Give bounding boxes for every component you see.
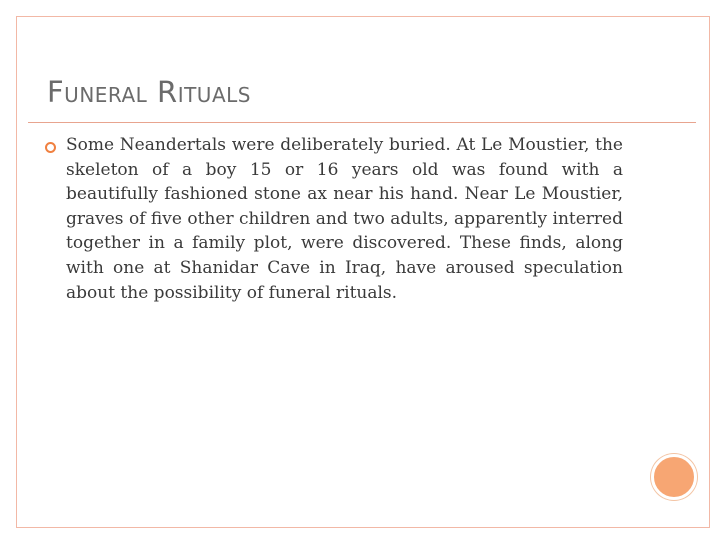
- slide-title: Funeral Rituals: [47, 75, 251, 109]
- ring-bullet-icon: [45, 142, 56, 153]
- title-divider: [28, 122, 696, 123]
- decorative-circle: [651, 454, 697, 500]
- bullet-text: Some Neandertals were deliberately buried. At Le Moustier, the skeleton of a boy 15 or 16 years old was found with a beautifully fashioned stone ax near his hand. Near Le Moustier, graves of five other children and two adults, apparently interred together in a family plot, were discovered. These finds, along with one at Shanidar Cave in Iraq, have aroused speculation about the possibility of funeral rituals.: [66, 135, 623, 303]
